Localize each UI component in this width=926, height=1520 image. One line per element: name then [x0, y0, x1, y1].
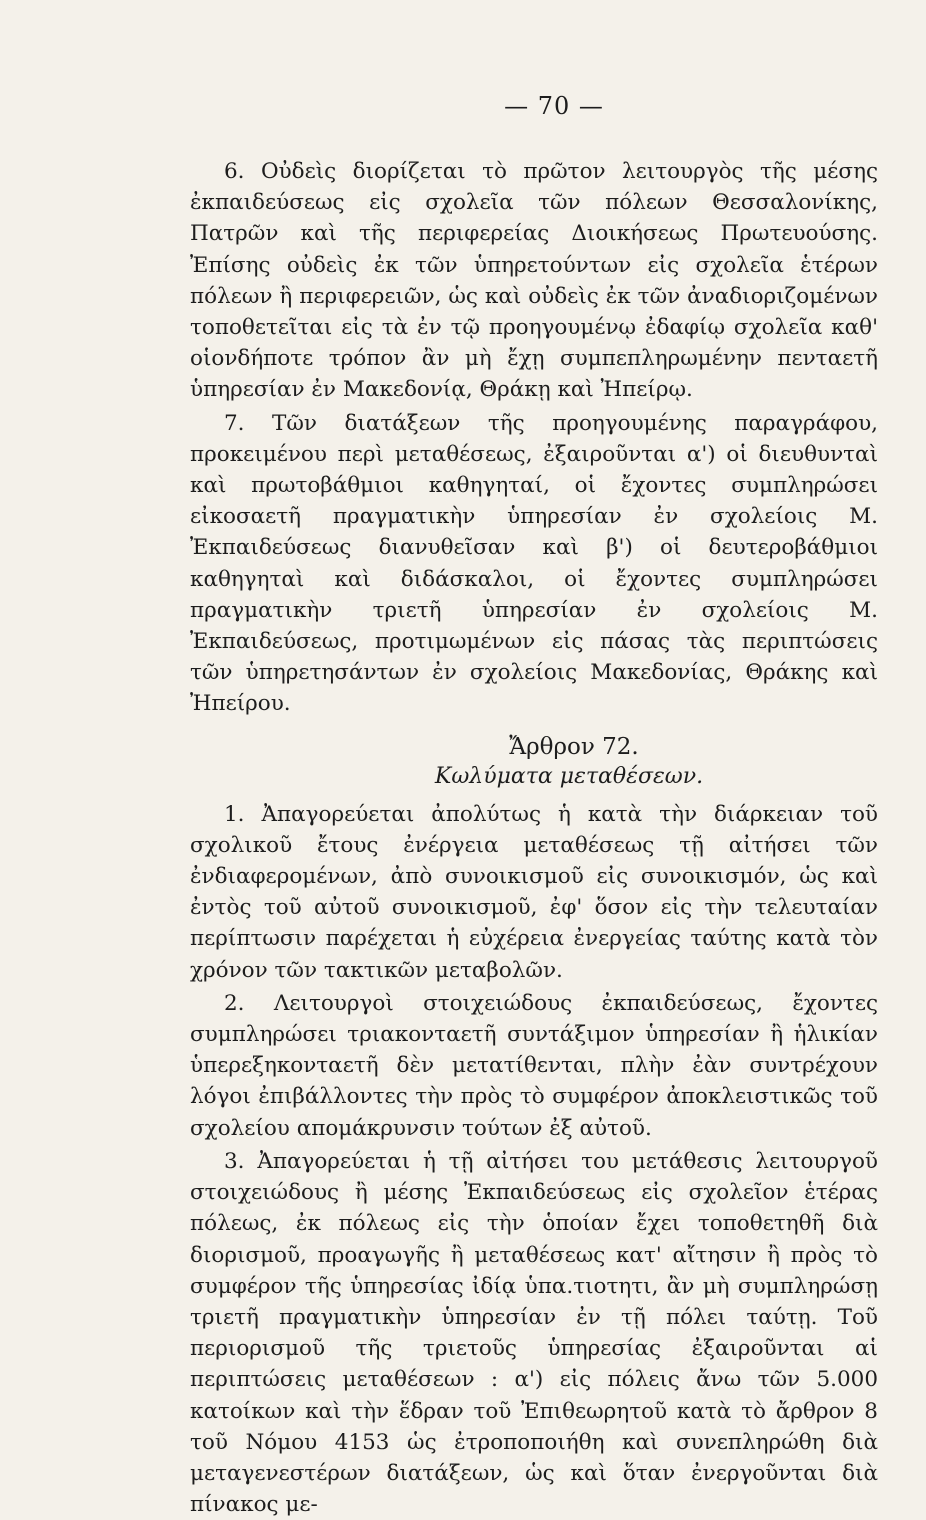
- paragraph-6: 6. Οὐδεὶς διορίζεται τὸ πρῶτον λειτουργὸς τῆς μέσης ἐκπαιδεύσεως εἰς σχολεῖα τῶν πόλεων Θεσσαλονίκης, Πατρῶν καὶ τῆς περιφερείας Διοικήσεως Πρωτευούσης. Ἐπίσης οὐδεὶς ἐκ τῶν ὑπηρετούντων εἰς σχολεῖα ἑτέρων πόλεων ἢ περιφερειῶν, ὡς καὶ οὐδεὶς ἐκ τῶν ἀναδιοριζομένων τοποθετεῖται εἰς τὰ ἐν τῷ προηγουμένῳ ἐδαφίῳ σχολεῖα καθ' οἱονδήποτε τρόπον ἂν μὴ ἔχῃ συμπεπληρωμένην πενταετῆ ὑπηρεσίαν ἐν Μακεδονίᾳ, Θράκῃ καὶ Ἠπείρῳ.: [190, 159, 878, 403]
- article-paragraph-3: 3. Ἀπαγορεύεται ἡ τῇ αἰτήσει του μετάθεσις λειτουργοῦ στοιχειώδους ἢ μέσης Ἐκπαιδεύσεως εἰς σχολεῖον ἑτέρας πόλεως, ἐκ πόλεως εἰς τὴν ὁποίαν ἔχει τοποθετηθῆ διὰ διορισμοῦ, προαγωγῆς ἢ μεταθέσεως κατ' αἴτησιν ἢ πρὸς τὸ συμφέρον τῆς ὑπηρεσίας ἰδίᾳ ὑπα.τιοτητι, ἂν μὴ συμπληρώσῃ τριετῆ πραγματικὴν ὑπηρεσίαν ἐν τῇ πόλει ταύτῃ. Τοῦ περιορισμοῦ τῆς τριετοῦς ὑπηρεσίας ἐξαιροῦνται αἱ περιπτώσεις μεταθέσεων : α') εἰς πόλεις ἄνω τῶν 5.000 κατοίκων καὶ τὴν ἕδραν τοῦ Ἐπιθεωρητοῦ κατὰ τὸ ἄρθρον 8 τοῦ Νόμου 4153 ὡς ἐτροποποιήθη καὶ συνεπληρώθη διὰ μεταγενεστέρων διατάξεων, ὡς καὶ ὅταν ἐνεργοῦνται διὰ πίνακος με-: [190, 1148, 878, 1518]
- paragraph-7: 7. Τῶν διατάξεων τῆς προηγουμένης παραγράφου, προκειμένου περὶ μεταθέσεως, ἐξαιροῦνται α') οἱ διευθυνταὶ καὶ πρωτοβάθμιοι καθηγηταί, οἱ ἔχοντες συμπληρώσει εἰκοσαετῆ πραγματικὴν ὑπηρεσίαν ἐν σχολείοις Μ. Ἐκπαιδεύσεως διανυθεῖσαν καὶ β') οἱ δευτεροβάθμιοι καθηγηταὶ καὶ διδάσκαλοι, οἱ ἔχοντες συμπληρώσει πραγματικὴν τριετῆ ὑπηρεσίαν ἐν σχολείοις Μ. Ἐκπαιδεύσεως, προτιμωμένων εἰς πάσας τὰς περιπτώσεις τῶν ὑπηρετησάντων ἐν σχολείοις Μακεδονίας, Θράκης καὶ Ἠπείρου.: [190, 410, 878, 717]
- article-heading: Ἄρθρον 72.: [509, 733, 639, 760]
- article-paragraph-2: 2. Λειτουργοὶ στοιχειώδους ἐκπαιδεύσεως, ἔχοντες συμπληρώσει τριακονταετῆ συντάξιμον ὑπηρεσίαν ἢ ἡλικίαν ὑπερεξηκονταετῆ δὲν μετατίθενται, πλὴν ἐὰν συντρέχουν λόγοι ἐπιβάλλοντες τὴν πρὸς τὸ συμφέρον ἀποκλειστικῶς τοῦ σχολείου απομάκρυνσιν τούτων ἐξ αὐτοῦ.: [190, 990, 878, 1141]
- page-number: — 70 —: [504, 92, 604, 120]
- article-paragraph-1: 1. Ἀπαγορεύεται ἀπολύτως ἡ κατὰ τὴν διάρκειαν τοῦ σχολικοῦ ἔτους ἐνέργεια μεταθέσεως τῇ αἰτήσει τῶν ἐνδιαφερομένων, ἀπὸ συνοικισμοῦ εἰς συνοικισμόν, ὡς καὶ ἐντὸς τοῦ αὐτοῦ συνοικισμοῦ, ἐφ' ὅσον εἰς τὴν τελευταίαν περίπτωσιν παρέχεται ἡ εὐχέρεια ἐνεργείας ταύτης κατὰ τὸν χρόνον τῶν τακτικῶν μεταβολῶν.: [190, 801, 878, 983]
- article-subheading: Κωλύματα μεταθέσεων.: [434, 763, 704, 789]
